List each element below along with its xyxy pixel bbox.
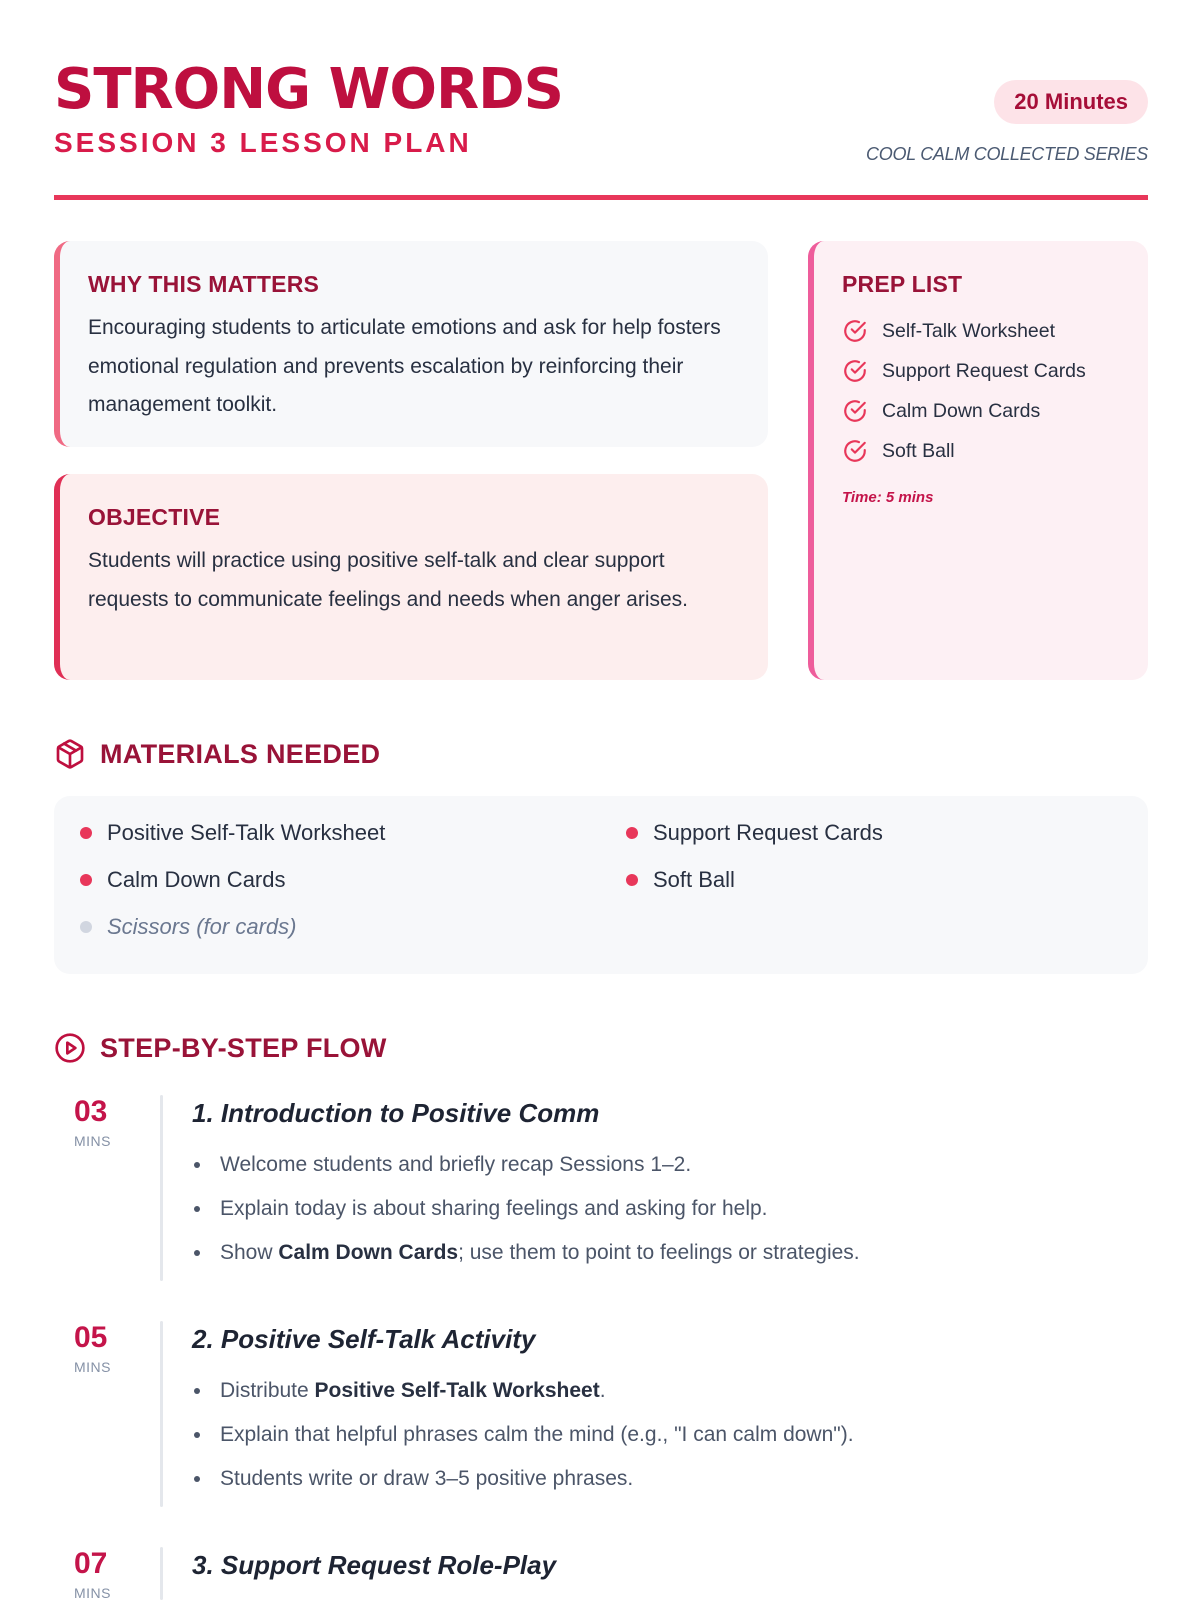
step-minutes: 05 xyxy=(74,1321,108,1354)
objective-card xyxy=(54,474,768,680)
prep-item-label: Soft Ball xyxy=(882,439,955,462)
prep-time: Time: 5 mins xyxy=(842,489,934,506)
step-bullet: Distribute Positive Self-Talk Worksheet. xyxy=(192,1369,854,1413)
prep-item-label: Calm Down Cards xyxy=(882,399,1041,422)
prep-item xyxy=(842,311,1086,351)
why-this-matters-card xyxy=(54,241,768,447)
step-title: 2. Positive Self-Talk Activity xyxy=(192,1324,536,1354)
check-circle-icon xyxy=(842,398,868,424)
objective-text: Students will practice using positive self-talk and clear support requests to communicate feelings and needs when anger arises. xyxy=(88,549,689,611)
step-rail xyxy=(160,1547,163,1600)
page-subtitle: SESSION 3 LESSON PLAN xyxy=(54,127,472,158)
step-minutes-label: MINS xyxy=(74,1359,111,1375)
prep-item xyxy=(842,391,1086,431)
prep-item-label: Self-Talk Worksheet xyxy=(882,319,1056,342)
step-bullet: Welcome students and briefly recap Sessions 1–2. xyxy=(192,1143,860,1187)
check-circle-icon xyxy=(842,318,868,344)
check-circle-icon xyxy=(842,358,868,384)
material-item-optional xyxy=(80,912,296,942)
duration-badge: 20 Minutes xyxy=(994,80,1148,124)
materials-list xyxy=(54,796,1148,974)
step-rail xyxy=(160,1095,163,1281)
prep-heading: PREP LIST xyxy=(842,271,963,297)
material-label: Support Request Cards xyxy=(653,820,883,845)
step-bullet: Students write or draw 3–5 positive phrases. xyxy=(192,1457,854,1501)
bullet-dot xyxy=(80,874,92,886)
flow-heading-label: STEP-BY-STEP FLOW xyxy=(100,1032,387,1063)
bullet-dot xyxy=(80,827,92,839)
material-item xyxy=(80,818,385,848)
prep-item xyxy=(842,351,1086,391)
step-title: 1. Introduction to Positive Comm xyxy=(192,1098,600,1128)
prep-list-card xyxy=(808,241,1148,680)
step-rail xyxy=(160,1321,163,1507)
prep-items xyxy=(842,311,1086,471)
step-bullet: Show Calm Down Cards; use them to point to feelings or strategies. xyxy=(192,1231,860,1275)
bullet-dot xyxy=(626,874,638,886)
step-bullet: Explain today is about sharing feelings and asking for help. xyxy=(192,1187,860,1231)
material-label: Positive Self-Talk Worksheet xyxy=(107,820,386,845)
material-item xyxy=(626,865,735,895)
step-title: 3. Support Request Role-Play xyxy=(192,1550,557,1580)
step-bullet: Explain that helpful phrases calm the mind (e.g., "I can calm down"). xyxy=(192,1413,854,1457)
step-bullets xyxy=(192,1369,854,1501)
step-minutes: 07 xyxy=(74,1547,108,1580)
flow-heading xyxy=(54,1031,387,1065)
page-header xyxy=(54,58,1148,200)
step-minutes-label: MINS xyxy=(74,1133,111,1149)
series-label: COOL CALM COLLECTED SERIES xyxy=(866,144,1148,164)
prep-item-label: Support Request Cards xyxy=(882,359,1086,382)
play-circle-icon xyxy=(54,1032,86,1064)
material-item xyxy=(626,818,883,848)
box-icon xyxy=(54,738,86,770)
material-label: Soft Ball xyxy=(653,867,735,892)
material-item xyxy=(80,865,286,895)
objective-heading: OBJECTIVE xyxy=(88,504,221,530)
bullet-dot xyxy=(80,921,92,933)
materials-heading xyxy=(54,737,380,771)
step-bullets xyxy=(192,1143,860,1275)
step-minutes: 03 xyxy=(74,1095,108,1128)
material-label: Calm Down Cards xyxy=(107,867,286,892)
why-text: Encouraging students to articulate emotions and ask for help fosters emotional regulation and prevents escalation by reinforcing their management toolkit. xyxy=(88,316,721,416)
why-heading: WHY THIS MATTERS xyxy=(88,271,320,297)
prep-item xyxy=(842,431,1086,471)
material-label: Scissors (for cards) xyxy=(107,914,297,939)
check-circle-icon xyxy=(842,438,868,464)
materials-heading-label: MATERIALS NEEDED xyxy=(100,738,381,769)
lesson-plan-page xyxy=(54,0,1148,1600)
bullet-dot xyxy=(626,827,638,839)
step-minutes-label: MINS xyxy=(74,1585,111,1600)
page-title: STRONG WORDS xyxy=(54,57,563,122)
